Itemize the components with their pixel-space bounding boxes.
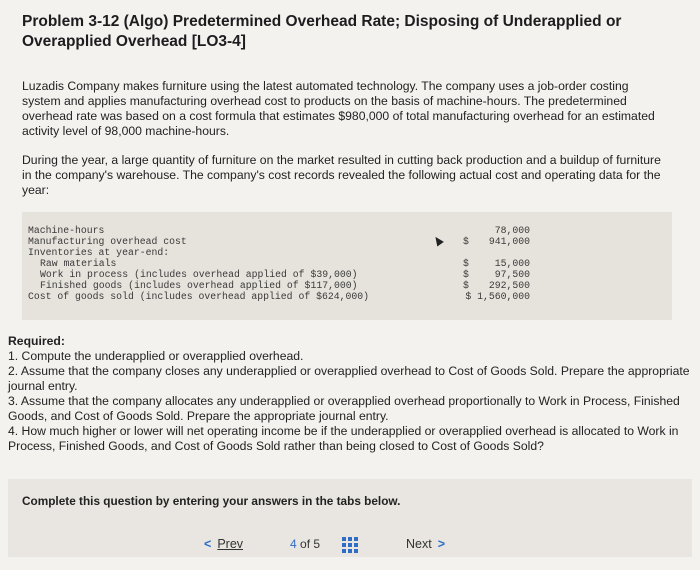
row-label: Raw materials — [40, 258, 117, 269]
prev-label: Prev — [217, 537, 244, 551]
problem-title: Problem 3-12 (Algo) Predetermined Overhead Rate; Disposing of Underapplied or Overapplied Overhead [LO3-4] — [22, 13, 622, 50]
page-indicator — [290, 537, 320, 557]
row-label: Finished goods (includes overhead applied of $117,000) — [40, 280, 358, 291]
next-button[interactable] — [406, 537, 445, 557]
table-row — [22, 225, 672, 236]
prev-button[interactable] — [204, 537, 243, 557]
row-value: 97,500 — [494, 269, 530, 280]
row-label: Cost of goods sold (includes overhead applied of $624,000) — [28, 291, 369, 302]
row-sign: $ — [463, 236, 469, 247]
required-heading: Required: — [8, 334, 65, 348]
table-row — [22, 258, 672, 269]
table-row — [22, 280, 672, 291]
row-value: 15,000 — [494, 258, 530, 269]
page-total: 5 — [313, 537, 321, 551]
instruction-panel — [8, 479, 692, 557]
row-value: 941,000 — [488, 236, 530, 247]
row-value: 292,500 — [488, 280, 530, 291]
chevron-right-icon: > — [437, 537, 446, 551]
row-sign: $ — [463, 258, 469, 269]
required-item-1: 1. Compute the underapplied or overapplied overhead. — [8, 349, 304, 363]
required-item-3: 3. Assume that the company allocates any underapplied or overapplied overhead proportionally to Work in Process, Finished Goods, and Cost of Goods Sold. Prepare the appropriate journal entry. — [8, 394, 680, 423]
row-value: 78,000 — [494, 225, 530, 236]
row-sign: $ — [463, 280, 469, 291]
table-row — [22, 247, 672, 258]
grid-icon[interactable] — [342, 537, 360, 553]
context-paragraph: During the year, a large quantity of furniture on the market resulted in cutting back production and a buildup of furniture in the company's warehouse. The company's cost records revealed the following actual cost and operating data for the year: — [22, 153, 661, 197]
next-label: Next — [406, 537, 432, 551]
data-table — [22, 212, 672, 320]
page-separator: of — [300, 537, 311, 551]
page-current: 4 — [290, 537, 297, 551]
row-sign: $ — [463, 269, 469, 280]
required-item-4: 4. How much higher or lower will net operating income be if the underapplied or overapplied overhead is allocated to Work in Process, Finished Goods, and Cost of Goods Sold rather than being closed to Cost of Goods Sold? — [8, 424, 679, 453]
row-value: $ 1,560,000 — [465, 291, 530, 302]
intro-paragraph: Luzadis Company makes furniture using the latest automated technology. The company uses a job-order costing system and applies manufacturing overhead cost to products on the basis of machine-hours. The predetermined overhead rate was based on a cost formula that estimates $980,000 of total manufacturing overhead for an estimated activity level of 98,000 machine-hours. — [22, 79, 655, 138]
row-label: Manufacturing overhead cost — [28, 236, 187, 247]
table-row — [22, 291, 672, 302]
table-row — [22, 269, 672, 280]
row-label: Machine-hours — [28, 225, 105, 236]
instruction-text: Complete this question by entering your answers in the tabs below. — [22, 494, 401, 508]
required-item-2: 2. Assume that the company closes any underapplied or overapplied overhead to Cost of Goods Sold. Prepare the appropriate journal entry. — [8, 364, 690, 393]
chevron-left-icon: < — [204, 537, 212, 551]
table-row — [22, 236, 672, 247]
row-label: Inventories at year-end: — [28, 247, 170, 258]
required-section — [8, 334, 692, 454]
row-label: Work in process (includes overhead applied of $39,000) — [40, 269, 358, 280]
